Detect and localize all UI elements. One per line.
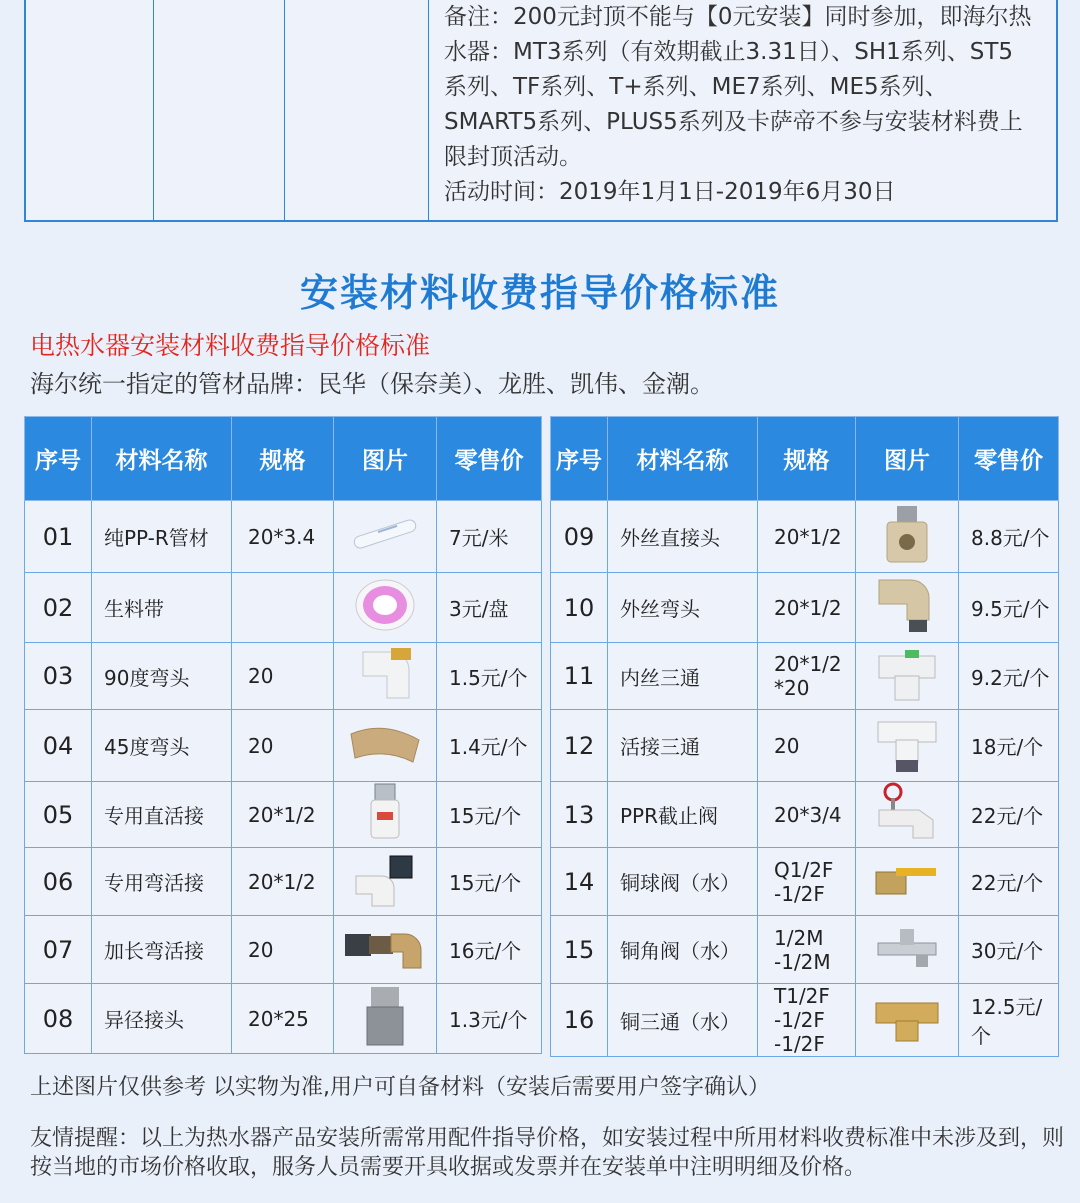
table-divider — [428, 0, 429, 220]
image-cell — [334, 848, 437, 916]
image-cell — [334, 643, 437, 710]
column-header: 序号 — [25, 417, 92, 501]
straight-union-icon — [365, 782, 405, 847]
spec-cell — [232, 984, 334, 1054]
price-table-left — [24, 416, 542, 1054]
row-number: 04 — [25, 710, 92, 782]
retail-price: 15元/个 — [437, 848, 542, 916]
price-table-right — [550, 416, 1059, 1057]
material-name: 外丝直接头 — [608, 501, 758, 573]
promo-note-line: SMART5系列、PLUS5系列及卡萨帝不参与安装材料费上 — [444, 109, 1023, 135]
spec-line: 20 — [248, 937, 274, 962]
column-header: 材料名称 — [92, 417, 232, 501]
material-name: 铜三通（水） — [608, 984, 758, 1057]
retail-price: 3元/盘 — [437, 573, 542, 643]
table-row — [551, 710, 1059, 782]
retail-price: 8.8元/个 — [959, 501, 1059, 573]
material-name: PPR截止阀 — [608, 782, 758, 848]
table-row — [25, 643, 542, 710]
table-row — [25, 782, 542, 848]
material-name: 活接三通 — [608, 710, 758, 782]
image-cell — [856, 501, 959, 573]
spec-line: 20*1/2 — [248, 869, 316, 894]
column-header: 规格 — [232, 417, 334, 501]
column-header: 零售价 — [959, 417, 1059, 501]
promo-note-line: 活动时间：2019年1月1日-2019年6月30日 — [444, 179, 896, 205]
material-name: 专用直活接 — [92, 782, 232, 848]
material-name: 异径接头 — [92, 984, 232, 1054]
table-row — [551, 984, 1059, 1057]
row-number: 08 — [25, 984, 92, 1054]
spec-line: -1/2M — [774, 949, 831, 974]
table-row — [551, 848, 1059, 916]
column-header: 图片 — [334, 417, 437, 501]
row-number: 12 — [551, 710, 608, 782]
retail-price: 1.3元/个 — [437, 984, 542, 1054]
tape-icon — [352, 577, 418, 638]
table-header-row — [551, 417, 1059, 501]
spec-line: T1/2F — [774, 984, 830, 1008]
elbow-union-icon — [350, 850, 420, 913]
spec-line: 1/2M — [774, 925, 824, 950]
spec-cell — [758, 710, 856, 782]
image-cell — [334, 984, 437, 1054]
image-cell — [334, 573, 437, 643]
row-number: 05 — [25, 782, 92, 848]
column-header: 零售价 — [437, 417, 542, 501]
row-number: 11 — [551, 643, 608, 710]
image-cell — [856, 710, 959, 782]
spec-line: 20 — [774, 733, 800, 758]
row-number: 10 — [551, 573, 608, 643]
spec-cell — [232, 573, 334, 643]
spec-cell — [758, 573, 856, 643]
row-number: 15 — [551, 916, 608, 984]
table-row — [25, 710, 542, 782]
spec-line: 20*1/2 — [774, 524, 842, 549]
spec-line: 20*3.4 — [248, 524, 316, 549]
table-row — [25, 848, 542, 916]
column-header: 图片 — [856, 417, 959, 501]
long-elbow-union-icon — [343, 924, 427, 975]
retail-price: 7元/米 — [437, 501, 542, 573]
ball-valve-icon — [874, 858, 940, 905]
retail-price: 22元/个 — [959, 782, 1059, 848]
brass-tee-icon — [874, 993, 940, 1048]
pipe-icon — [349, 514, 421, 559]
retail-price: 30元/个 — [959, 916, 1059, 984]
spec-cell — [758, 848, 856, 916]
table-row — [25, 916, 542, 984]
retail-price: 18元/个 — [959, 710, 1059, 782]
row-number: 03 — [25, 643, 92, 710]
spec-cell — [232, 848, 334, 916]
table-row — [25, 984, 542, 1054]
spec-line: 20 — [248, 733, 274, 758]
row-number: 06 — [25, 848, 92, 916]
spec-cell — [758, 643, 856, 710]
retail-price: 15元/个 — [437, 782, 542, 848]
spec-cell — [232, 710, 334, 782]
spec-cell — [232, 501, 334, 573]
retail-price: 9.2元/个 — [959, 643, 1059, 710]
material-name: 加长弯活接 — [92, 916, 232, 984]
table-row — [551, 501, 1059, 573]
table-row — [25, 501, 542, 573]
table-header-row — [25, 417, 542, 501]
spec-cell — [232, 782, 334, 848]
union-tee-icon — [876, 712, 938, 779]
table-row — [25, 573, 542, 643]
material-name: 专用弯活接 — [92, 848, 232, 916]
retail-price: 1.4元/个 — [437, 710, 542, 782]
male-connector-icon — [881, 504, 933, 569]
angle-valve-icon — [874, 925, 940, 974]
table-row — [551, 643, 1059, 710]
table-row — [551, 782, 1059, 848]
row-number: 01 — [25, 501, 92, 573]
material-name: 45度弯头 — [92, 710, 232, 782]
image-cell — [334, 916, 437, 984]
brand-list: 海尔统一指定的管材品牌：民华（保奈美）、龙胜、凯伟、金潮。 — [30, 370, 714, 398]
image-cell — [856, 643, 959, 710]
retail-price: 12.5元/个 — [959, 984, 1059, 1057]
material-name: 90度弯头 — [92, 643, 232, 710]
row-number: 07 — [25, 916, 92, 984]
material-name: 内丝三通 — [608, 643, 758, 710]
image-cell — [856, 573, 959, 643]
promo-note-line: 备注：200元封顶不能与【0元安装】同时参加，即海尔热 — [444, 4, 1032, 30]
spec-cell — [232, 916, 334, 984]
retail-price: 16元/个 — [437, 916, 542, 984]
table-row — [551, 916, 1059, 984]
page-title: 安装材料收费指导价格标准 — [299, 271, 780, 315]
spec-line: 20*3/4 — [774, 802, 842, 827]
image-cell — [334, 710, 437, 782]
table-row — [551, 573, 1059, 643]
row-number: 09 — [551, 501, 608, 573]
table-divider — [153, 0, 154, 220]
spec-line: -1/2F — [774, 1008, 825, 1032]
spec-line: 20*25 — [248, 1006, 309, 1031]
female-tee-icon — [875, 646, 939, 707]
spec-line: *20 — [774, 676, 810, 700]
promo-note — [444, 0, 1044, 210]
material-name: 铜角阀（水） — [608, 916, 758, 984]
spec-cell — [758, 782, 856, 848]
spec-cell — [758, 916, 856, 984]
spec-line: Q1/2F — [774, 857, 834, 882]
table-divider — [284, 0, 285, 220]
retail-price: 1.5元/个 — [437, 643, 542, 710]
spec-line: 20 — [248, 664, 274, 688]
spec-line: 20*1/2 — [774, 595, 842, 620]
material-name: 外丝弯头 — [608, 573, 758, 643]
row-number: 02 — [25, 573, 92, 643]
material-name: 铜球阀（水） — [608, 848, 758, 916]
spec-line: -1/2F — [774, 881, 825, 906]
spec-line: 20*1/2 — [774, 652, 842, 676]
image-cell — [334, 782, 437, 848]
material-name: 生料带 — [92, 573, 232, 643]
image-cell — [334, 501, 437, 573]
column-header: 材料名称 — [608, 417, 758, 501]
image-cell — [856, 848, 959, 916]
reminder-text: 友情提醒：以上为热水器产品安装所需常用配件指导价格，如安装过程中所用材料收费标准中未涉及到，则按当地的市场价格收取，服务人员需要开具收据或发票并在安装单中注明明细及价格。 — [30, 1126, 1065, 1180]
row-number: 13 — [551, 782, 608, 848]
spec-line: 20*1/2 — [248, 802, 316, 827]
male-elbow-icon — [873, 576, 941, 639]
image-cell — [856, 984, 959, 1057]
reducer-icon — [365, 985, 405, 1052]
stop-valve-icon — [875, 782, 939, 847]
spec-cell — [758, 984, 856, 1057]
spec-line: -1/2F — [774, 1032, 825, 1056]
retail-price: 9.5元/个 — [959, 573, 1059, 643]
column-header: 序号 — [551, 417, 608, 501]
promo-note-line: 水器：MT3系列（有效期截止3.31日）、SH1系列、ST5 — [444, 39, 1014, 65]
footer-note: 上述图片仅供参考 以实物为准,用户可自备材料（安装后需要用户签字确认） — [30, 1075, 770, 1100]
retail-price: 22元/个 — [959, 848, 1059, 916]
row-number: 14 — [551, 848, 608, 916]
row-number: 16 — [551, 984, 608, 1057]
spec-cell — [232, 643, 334, 710]
section-subtitle: 电热水器安装材料收费指导价格标准 — [30, 331, 431, 360]
column-header: 规格 — [758, 417, 856, 501]
elbow45-icon — [347, 720, 423, 771]
spec-cell — [758, 501, 856, 573]
material-name: 纯PP-R管材 — [92, 501, 232, 573]
promo-note-line: 系列、TF系列、T+系列、ME7系列、ME5系列、 — [444, 74, 948, 100]
image-cell — [856, 782, 959, 848]
promo-note-line: 限封顶活动。 — [444, 144, 582, 170]
image-cell — [856, 916, 959, 984]
elbow90-icon — [353, 644, 417, 709]
